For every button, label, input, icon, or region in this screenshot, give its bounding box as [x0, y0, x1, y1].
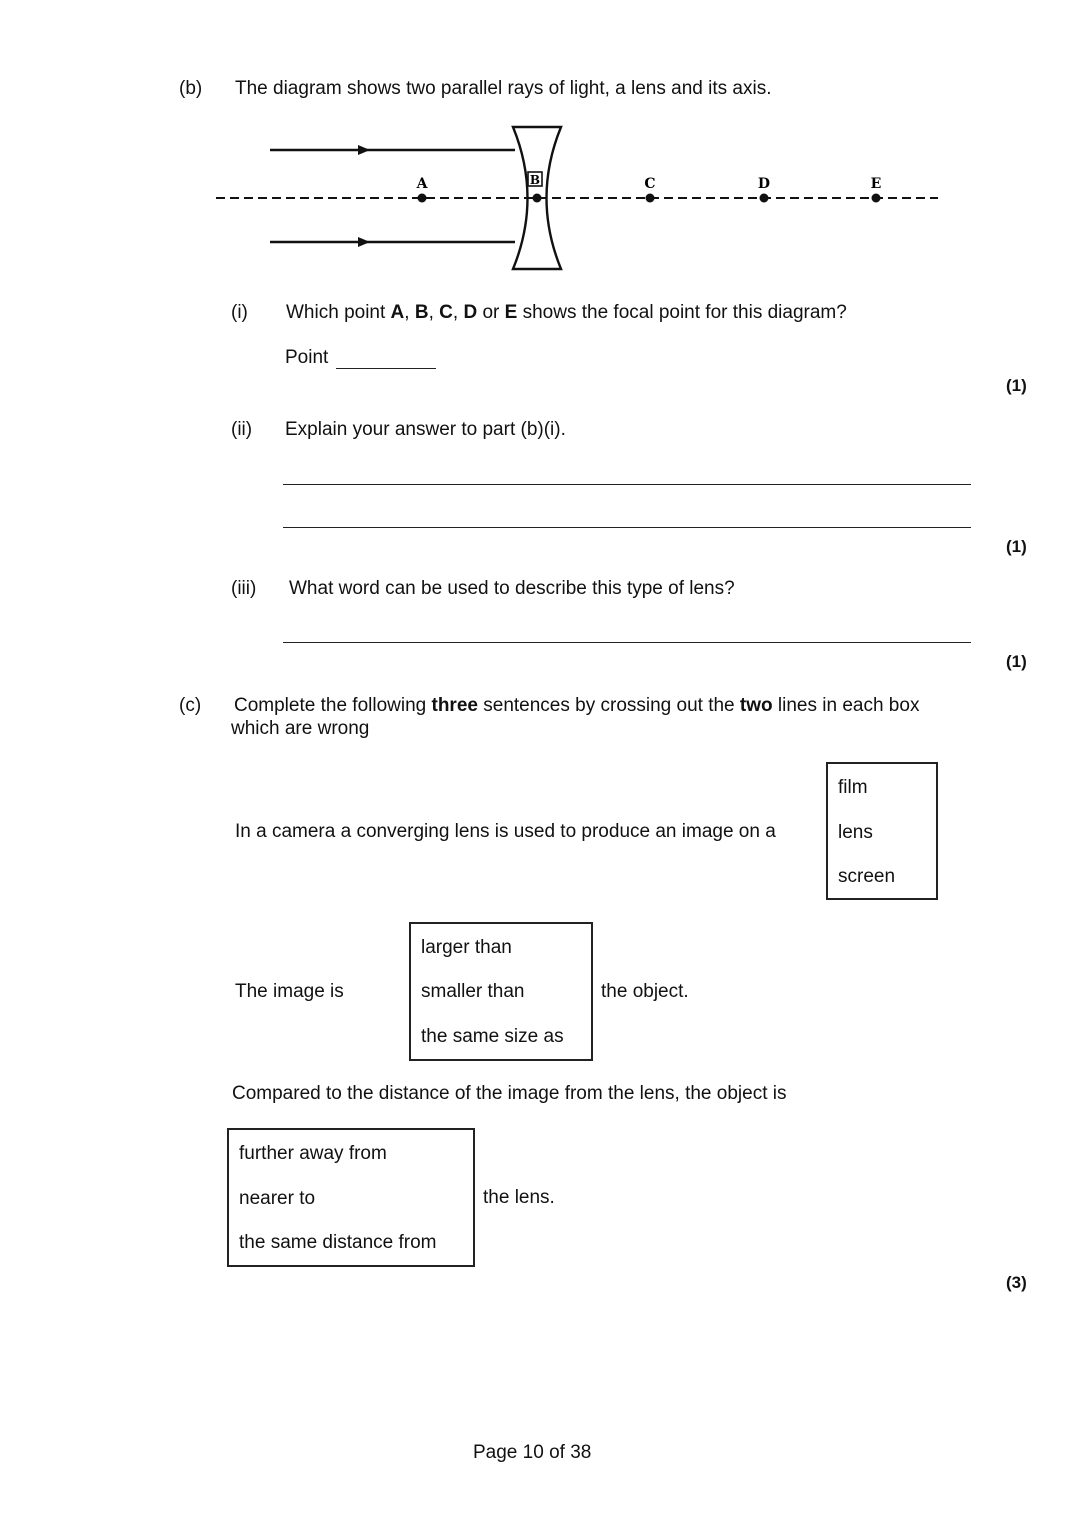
sentence-2-prefix: The image is — [235, 981, 344, 1002]
point-a-marker — [418, 194, 427, 203]
point-d-marker — [760, 194, 769, 203]
part-c-intro: Complete the following three sentences by crossing out the two lines in each box — [234, 695, 920, 716]
answer-line-b-ii-2[interactable] — [283, 527, 971, 528]
q-ii-text: Explain your answer to part (b)(i). — [285, 419, 566, 440]
answer-line-b-iii[interactable] — [283, 642, 971, 643]
marks-c: (3) — [1006, 1273, 1027, 1292]
marks-b-ii: (1) — [1006, 537, 1027, 556]
option-same-distance-from[interactable]: the same distance from — [239, 1232, 437, 1253]
q-i-label: (i) — [231, 302, 248, 323]
option-larger-than[interactable]: larger than — [421, 937, 512, 958]
part-c-intro-line2: which are wrong — [231, 718, 370, 739]
sentence-3-option-box — [227, 1128, 475, 1267]
point-answer-label: Point — [285, 347, 329, 368]
lens-diagram — [210, 120, 950, 275]
option-further-away-from[interactable]: further away from — [239, 1143, 387, 1164]
part-b-intro: The diagram shows two parallel rays of light, a lens and its axis. — [235, 78, 772, 99]
q-iii-text: What word can be used to describe this type of lens? — [289, 578, 735, 599]
marks-b-iii: (1) — [1006, 652, 1027, 671]
option-film[interactable]: film — [838, 777, 868, 798]
point-answer-line[interactable] — [336, 368, 436, 369]
point-e-label: E — [870, 176, 882, 192]
option-lens[interactable]: lens — [838, 822, 873, 843]
q-iii-label: (iii) — [231, 578, 257, 599]
point-e-marker — [872, 194, 881, 203]
sentence-1-text: In a camera a converging lens is used to produce an image on a — [235, 821, 776, 842]
light-ray-top — [270, 145, 515, 155]
point-c-marker — [646, 194, 655, 203]
option-same-size-as[interactable]: the same size as — [421, 1026, 564, 1047]
part-b-label: (b) — [179, 78, 203, 99]
option-smaller-than[interactable]: smaller than — [421, 981, 525, 1002]
sentence-2-suffix: the object. — [601, 981, 689, 1002]
sentence-3-text: Compared to the distance of the image from the lens, the object is — [232, 1083, 787, 1104]
answer-line-b-ii-1[interactable] — [283, 484, 971, 485]
point-c-label: C — [644, 176, 656, 192]
point-a-label: A — [416, 176, 428, 192]
sentence-1-option-box — [826, 762, 938, 900]
point-d-label: D — [757, 176, 771, 192]
sentence-2-option-box — [409, 922, 593, 1061]
option-screen[interactable]: screen — [838, 866, 896, 887]
light-ray-bottom — [270, 237, 515, 247]
q-ii-label: (ii) — [231, 419, 253, 440]
part-c-label: (c) — [179, 695, 202, 716]
point-b-label: B — [529, 173, 541, 187]
marks-b-i: (1) — [1006, 376, 1027, 395]
sentence-3-suffix: the lens. — [483, 1187, 555, 1208]
option-nearer-to[interactable]: nearer to — [239, 1188, 316, 1209]
page-number: Page 10 of 38 — [473, 1442, 592, 1463]
q-i-text: Which point A, B, C, D or E shows the focal point for this diagram? — [286, 302, 847, 323]
